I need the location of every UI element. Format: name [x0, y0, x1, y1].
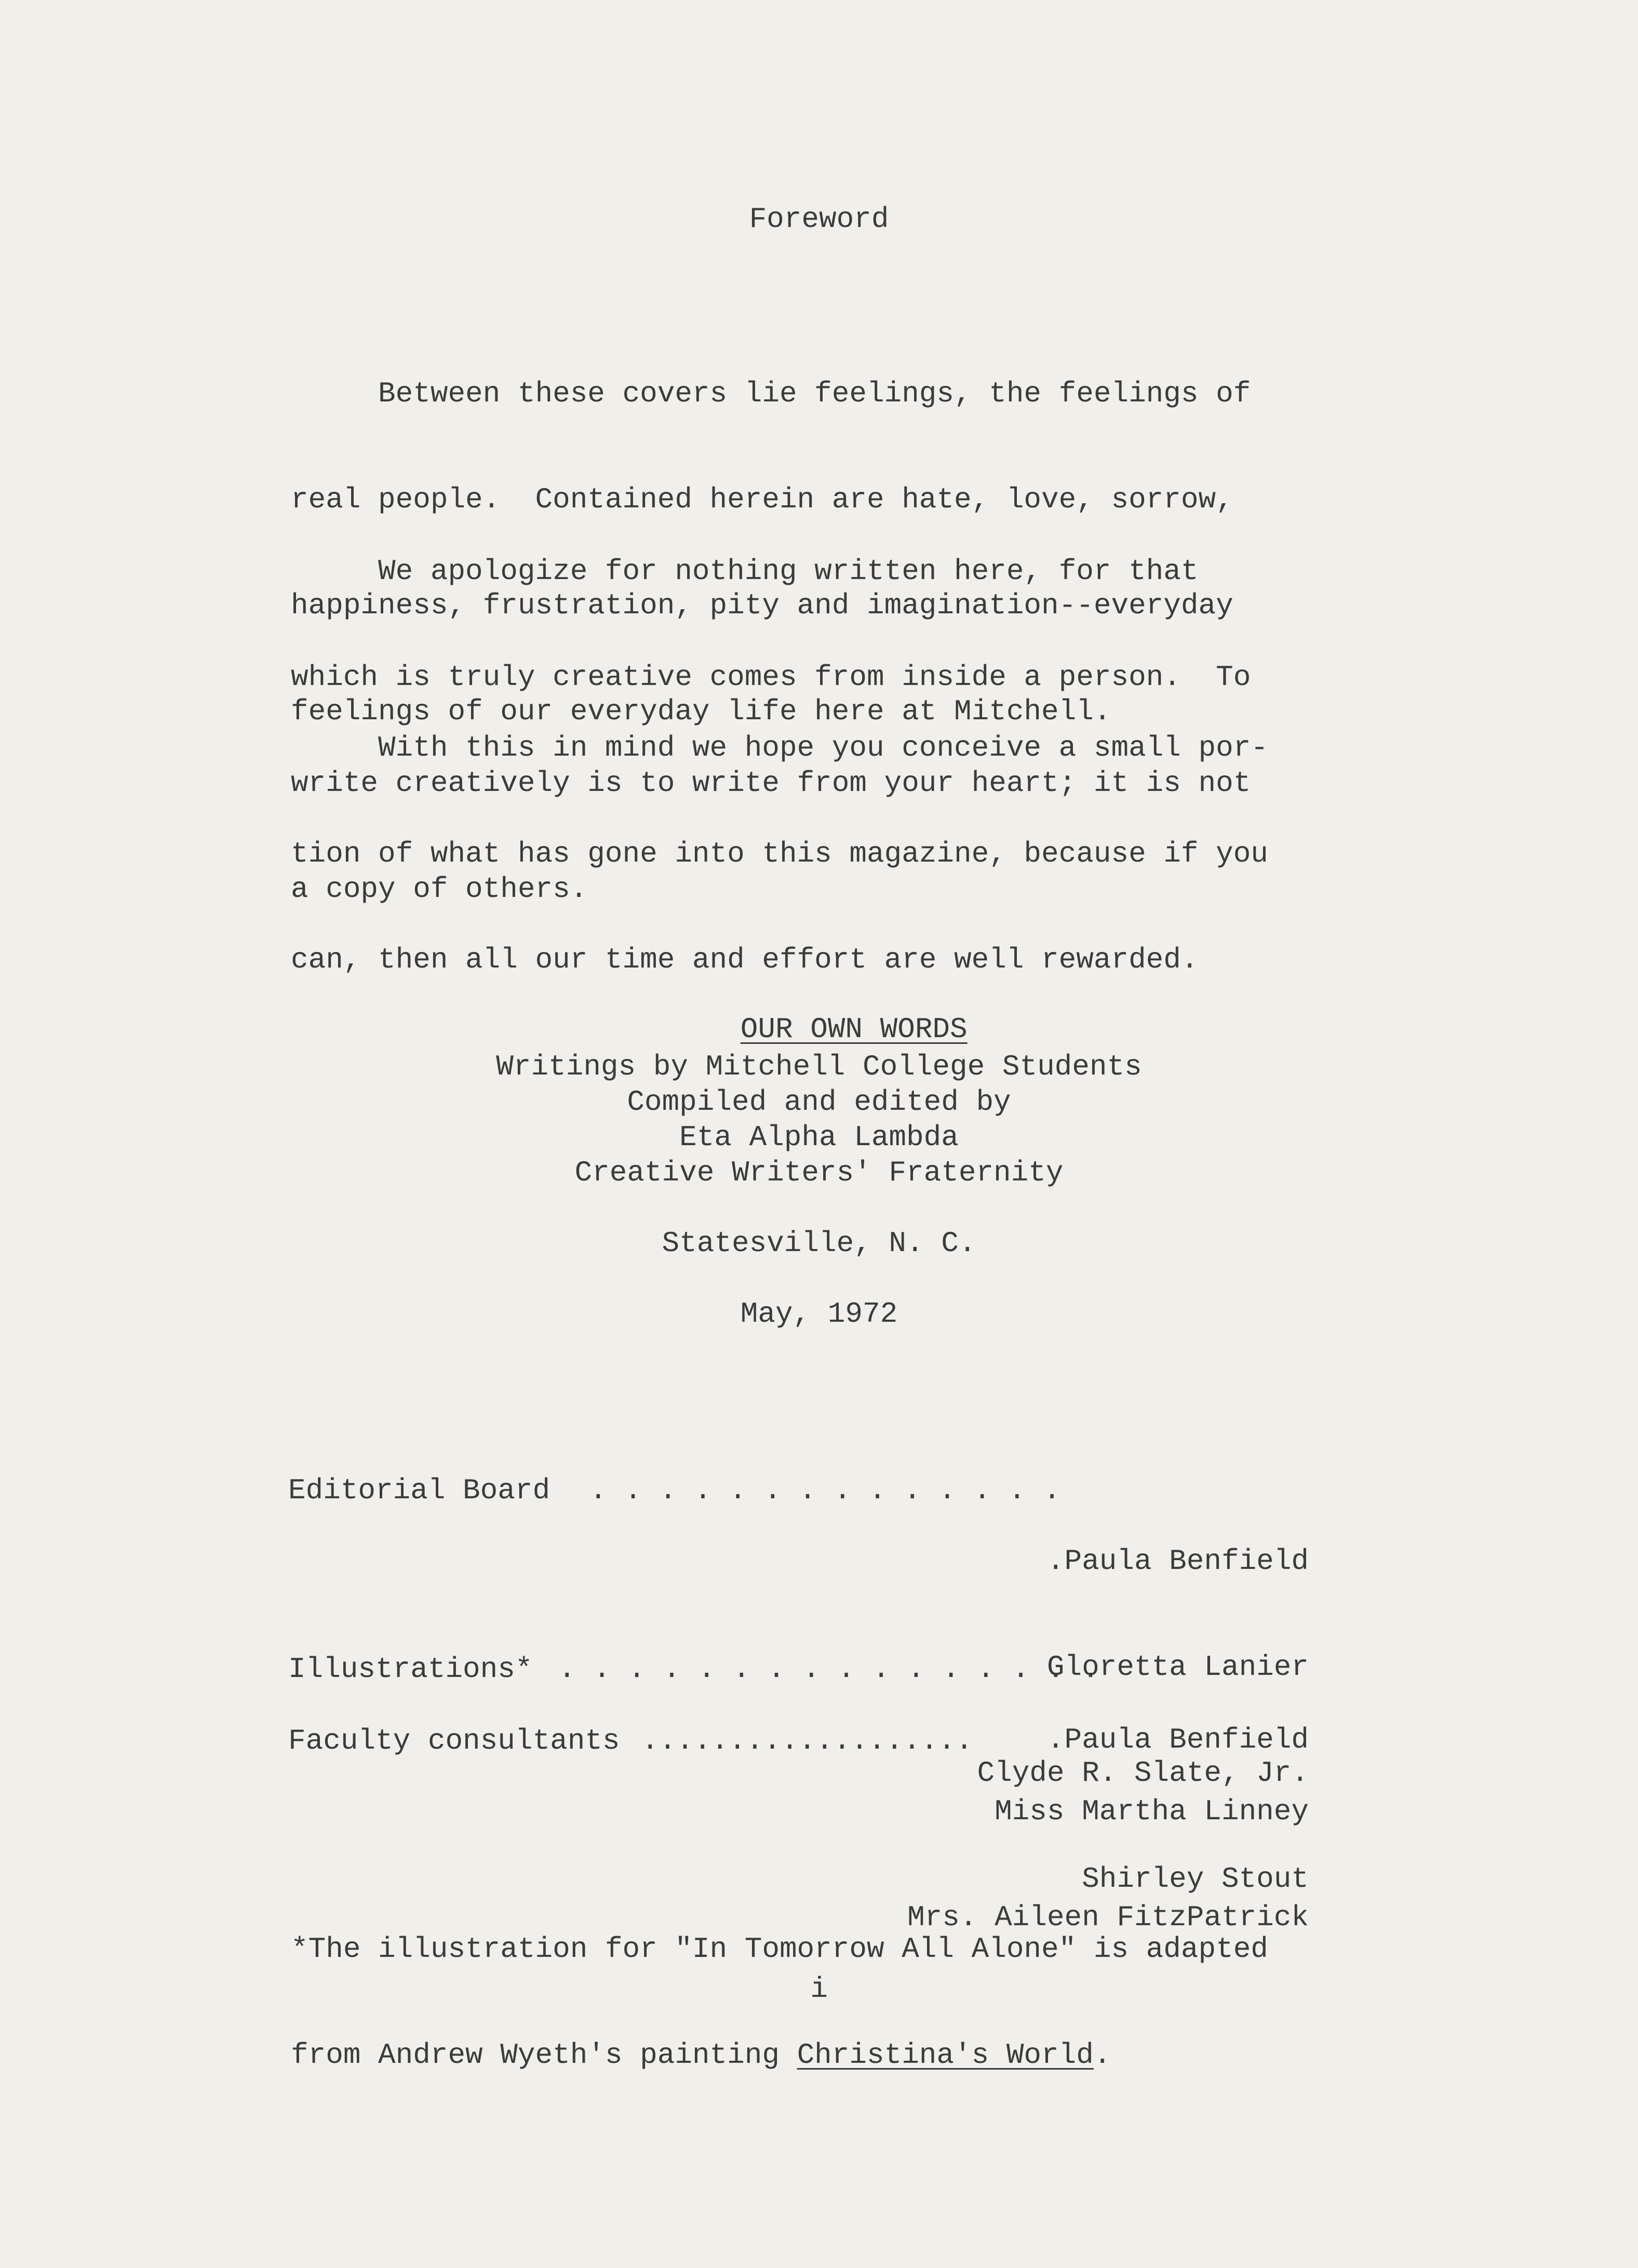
painting-title: Christina's World — [797, 2038, 1094, 2072]
subtitle-line-4: Creative Writers' Fraternity — [574, 1156, 1064, 1189]
leader-dots: . . . . . . . . . . . . . . — [589, 1474, 1061, 1507]
credit-name: Clyde R. Slate, Jr. — [977, 1756, 1309, 1790]
credit-name: Mrs. Aileen FitzPatrick — [907, 1901, 1309, 1934]
subtitle-line-3: Eta Alpha Lambda — [679, 1121, 959, 1154]
credit-name: Shirley Stout — [1082, 1862, 1309, 1896]
text-line: which is truly creative comes from inside a person. To — [291, 661, 1251, 694]
text-line: Between these covers lie feelings, the feelings of — [291, 377, 1251, 410]
credit-label: Faculty consultants — [288, 1724, 620, 1757]
credit-name-text: Paula Benfield — [1064, 1723, 1309, 1756]
date-line: May, 1972 — [740, 1297, 898, 1331]
text-line: tion of what has gone into this magazine, because if you — [291, 837, 1268, 870]
text-line: We apologize for nothing written here, for that — [291, 555, 1199, 588]
leader-dots: ................... — [641, 1724, 973, 1757]
credit-label: Illustrations* — [288, 1653, 533, 1686]
credit-name: .Paula Benfield — [1046, 1723, 1309, 1756]
foreword-heading: Foreword — [749, 203, 889, 236]
footnote-text: . — [1093, 2038, 1111, 2072]
credit-name-text: Paula Benfield — [1064, 1545, 1309, 1578]
text-line: write creatively is to write from your heart; it is not — [291, 767, 1251, 800]
credit-name: Miss Martha Linney — [995, 1795, 1309, 1828]
text-line: a copy of others. — [291, 873, 588, 906]
text-line: real people. Contained herein are hate, love, sorrow, — [291, 483, 1233, 516]
text-line: can, then all our time and effort are well rewarded. — [291, 943, 1199, 976]
text-line: feelings of our everyday life here at Mitchell. — [291, 695, 1111, 728]
place-line: Statesville, N. C. — [662, 1227, 976, 1260]
credit-label: Editorial Board — [288, 1474, 551, 1507]
page-number: i — [810, 1972, 828, 2006]
subtitle-line-2: Compiled and edited by — [627, 1085, 1011, 1119]
footnote-text: from Andrew Wyeth's painting — [291, 2038, 797, 2072]
credit-name: Gloretta Lanier — [1046, 1650, 1309, 1684]
magazine-title-text: OUR OWN WORDS — [740, 1013, 968, 1046]
text-line: With this in mind we hope you conceive a small por- — [291, 731, 1268, 764]
text-line: happiness, frustration, pity and imagination--everyday — [291, 589, 1233, 622]
footnote-line-1: *The illustration for "In Tomorrow All Alone" is adapted — [291, 1933, 1268, 1966]
footnote-line-2 — [291, 2037, 1268, 2073]
subtitle-line-1: Writings by Mitchell College Students — [496, 1050, 1142, 1083]
credit-name: .Paula Benfield — [1046, 1545, 1309, 1578]
leader-dots: . . . . . . . . . . . . . . . . — [558, 1653, 1099, 1686]
